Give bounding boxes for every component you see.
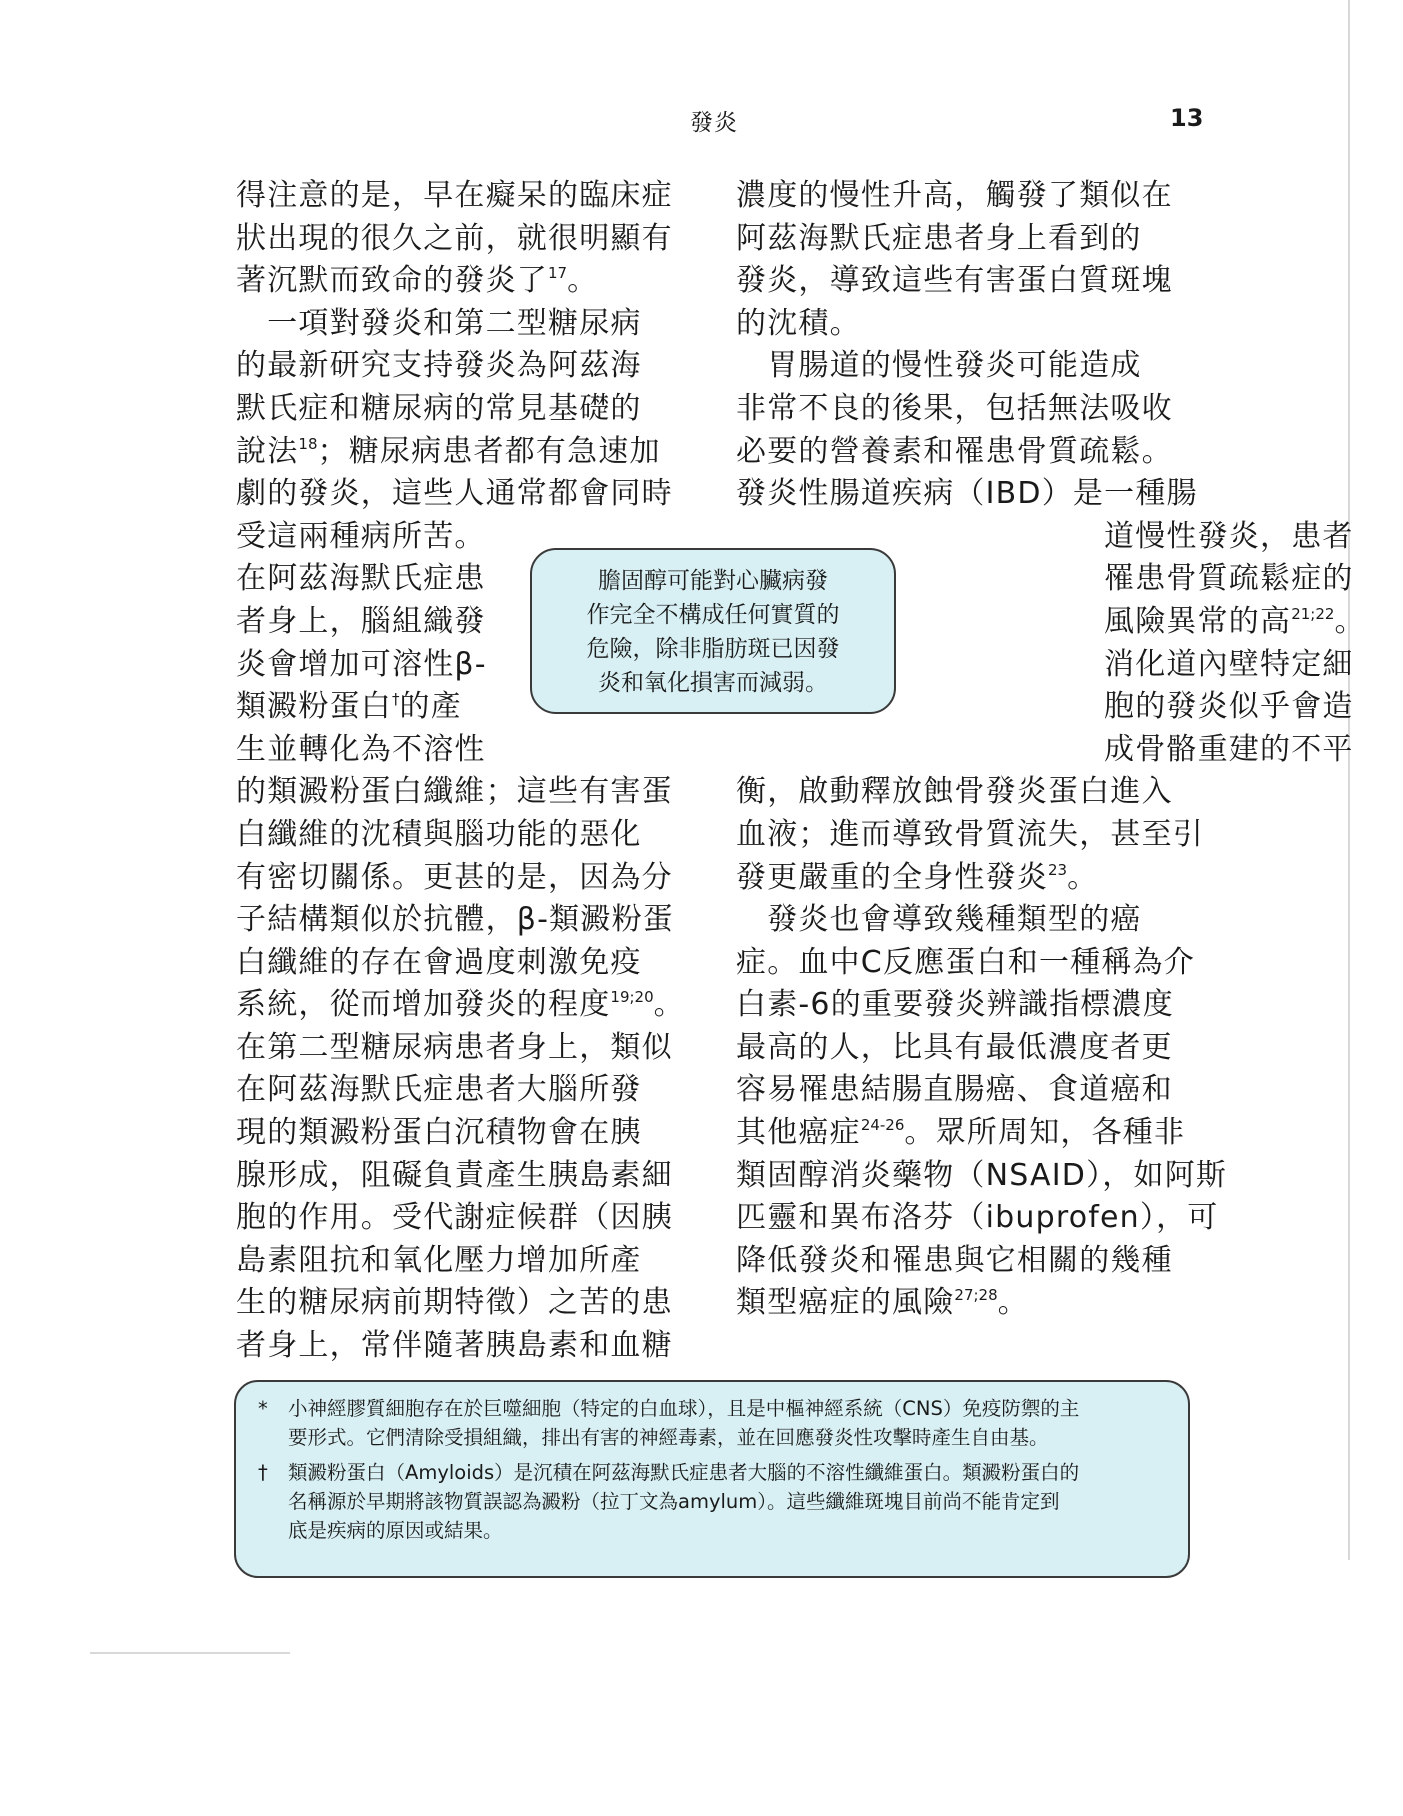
- text-line-body: 匹靈和異布洛芬（ibuprofen），可: [736, 1200, 1219, 1236]
- text-line: [736, 473, 1196, 516]
- text-line-body: 容易罹患結腸直腸癌、食道癌和: [736, 1072, 1173, 1108]
- text-line-continuation: ；糖尿病患者都有急速加: [317, 433, 661, 469]
- pull-quote-box: [530, 548, 896, 714]
- text-line-body: 道慢性發炎，患者: [1104, 518, 1354, 554]
- text-line-body: 必要的營養素和罹患骨質疏鬆。: [736, 433, 1173, 469]
- text-line: [736, 771, 1196, 814]
- text-line-body: 白纖維的存在會過度刺激免疫: [236, 944, 642, 980]
- text-line: [236, 1112, 696, 1155]
- text-line-body: 炎會增加可溶性β-: [236, 646, 487, 682]
- text-line: [736, 1197, 1219, 1240]
- text-line-body: 現的類澱粉蛋白沉積物會在胰: [236, 1115, 642, 1151]
- text-line-continuation: 。: [567, 263, 599, 299]
- reference-superscript: †: [392, 690, 400, 709]
- text-line-body: 血液；進而導致骨質流失，甚至引: [736, 816, 1204, 852]
- text-line-body: 胞的作用。受代謝症候群（因胰: [236, 1200, 673, 1236]
- reference-superscript: 27;28: [954, 1286, 998, 1305]
- reference-superscript: 24-26: [860, 1116, 905, 1135]
- text-line-body: 在第二型糖尿病患者身上，類似: [236, 1029, 673, 1065]
- text-line: [236, 984, 696, 1027]
- text-line: [736, 345, 1196, 388]
- page-edge-bottom: [90, 1652, 290, 1654]
- text-line-body: 發炎，導致這些有害蛋白質斑塊: [736, 263, 1173, 299]
- text-line-body: 島素阻抗和氧化壓力增加所產: [236, 1242, 642, 1278]
- footnote-mark: *: [258, 1397, 268, 1420]
- text-line: [736, 218, 1196, 261]
- footnote-text: [288, 1458, 1079, 1545]
- pull-quote-line: 作完全不構成任何實質的: [586, 602, 840, 628]
- text-line-body: 阿茲海默氏症患者身上看到的: [736, 220, 1142, 256]
- text-line-body: 濃度的慢性升高，觸發了類似在: [736, 178, 1173, 213]
- text-line-body: 一項對發炎和第二型糖尿病: [236, 305, 642, 341]
- pull-quote-line: 炎和氧化損害而減弱。: [598, 670, 828, 696]
- footnote-line: 小神經膠質細胞存在於巨噬細胞（特定的白血球），且是中樞神經系統（CNS）免疫防禦的主: [288, 1397, 1080, 1420]
- footnote: [258, 1458, 1168, 1545]
- text-line-body: 劇的發炎，這些人通常都會同時: [236, 476, 673, 512]
- text-line: [736, 175, 1196, 218]
- text-line-continuation: 的產: [399, 689, 462, 725]
- text-line: [236, 388, 696, 431]
- text-line-body: 白素-6的重要發炎辨識指標濃度: [736, 987, 1174, 1023]
- text-line-body: 受這兩種病所苦。: [236, 518, 486, 554]
- text-line: [736, 814, 1204, 857]
- pull-quote-line: 危險，除非脂肪斑已因發: [586, 636, 840, 662]
- text-line: [736, 1069, 1196, 1112]
- text-line: [736, 388, 1196, 431]
- running-head: 發炎: [690, 110, 738, 136]
- text-line: [236, 1155, 696, 1198]
- text-line: [736, 1240, 1196, 1283]
- text-line-body: 胞的發炎似乎會造: [1104, 689, 1354, 725]
- text-line: [736, 303, 1196, 346]
- text-line: [236, 218, 696, 261]
- footnote-text: [288, 1394, 1079, 1452]
- text-line: [236, 857, 696, 900]
- text-line-body: 在阿茲海默氏症患者大腦所發: [236, 1072, 642, 1108]
- text-line-body: 類型癌症的風險: [736, 1285, 955, 1321]
- text-line: [736, 984, 1196, 1027]
- text-line: [736, 431, 1196, 474]
- text-line: [236, 473, 696, 516]
- page-number: 13: [1170, 104, 1204, 132]
- text-line: [236, 260, 696, 303]
- text-line-body: 系統，從而增加發炎的程度: [236, 987, 611, 1023]
- text-line-body: 症。血中C反應蛋白和一種稱為介: [736, 944, 1195, 980]
- reference-superscript: 17: [548, 264, 568, 283]
- footnotes-box: [234, 1380, 1190, 1578]
- text-line: [236, 1069, 696, 1112]
- text-line-body: 說法: [236, 433, 299, 469]
- text-line-body: 類固醇消炎藥物（NSAID），如阿斯: [736, 1157, 1228, 1193]
- text-line: [236, 1027, 696, 1070]
- text-line: [236, 303, 696, 346]
- page-edge-right: [1348, 0, 1350, 1560]
- text-line-body: 非常不良的後果，包括無法吸收: [736, 390, 1173, 426]
- text-line-body: 最高的人，比具有最低濃度者更: [736, 1029, 1173, 1065]
- text-line-body: 類澱粉蛋白: [236, 689, 392, 725]
- text-line-body: 發更嚴重的全身性發炎: [736, 859, 1048, 895]
- text-line-body: 的沈積。: [736, 305, 861, 341]
- text-line-body: 衡，啟動釋放蝕骨發炎蛋白進入: [736, 774, 1173, 810]
- text-line-continuation: 。: [1067, 859, 1099, 895]
- text-line-body: 降低發炎和罹患與它相關的幾種: [736, 1242, 1173, 1278]
- text-line-body: 著沉默而致命的發炎了: [236, 263, 548, 299]
- text-line: [736, 942, 1196, 985]
- footnote-line: 名稱源於早期將該物質誤認為澱粉（拉丁文為amylum）。這些纖維斑塊目前尚不能肯定到: [288, 1490, 1060, 1513]
- text-line: [236, 431, 696, 474]
- pull-quote-line: 膽固醇可能對心臟病發: [598, 568, 828, 594]
- text-line: [736, 1155, 1228, 1198]
- reference-superscript: 21;22: [1291, 604, 1335, 623]
- text-line-body: 得注意的是，早在癡呆的臨床症: [236, 178, 673, 213]
- footnote-line: 類澱粉蛋白（Amyloids）是沉積在阿茲海默氏症患者大腦的不溶性纖維蛋白。類澱粉蛋白的: [288, 1461, 1080, 1484]
- text-line-continuation: 。: [653, 987, 685, 1023]
- text-line-continuation: 。: [997, 1285, 1029, 1321]
- text-line: [236, 175, 696, 218]
- text-line-body: 白纖維的沈積與腦功能的惡化: [236, 816, 642, 852]
- reference-superscript: 18: [298, 434, 318, 453]
- text-line: [236, 1325, 696, 1368]
- text-line-body: 有密切關係。更甚的是，因為分: [236, 859, 673, 895]
- text-line: [736, 857, 1196, 900]
- text-line-body: 消化道內壁特定細: [1104, 646, 1354, 682]
- text-line: [736, 899, 1196, 942]
- text-line: [736, 729, 1354, 772]
- text-line: [236, 729, 696, 772]
- text-line-body: 生並轉化為不溶性: [236, 731, 486, 767]
- footnote-line: 要形式。它們清除受損組織，排出有害的神經毒素，並在回應發炎性攻擊時產生自由基。: [288, 1426, 1049, 1449]
- text-line-body: 成骨骼重建的不平: [1104, 731, 1354, 767]
- footnote-mark: †: [258, 1461, 268, 1484]
- text-line: [236, 814, 696, 857]
- text-line-body: 罹患骨質疏鬆症的: [1104, 561, 1354, 597]
- text-line-body: 狀出現的很久之前，就很明顯有: [236, 220, 673, 256]
- text-line: [736, 1282, 1196, 1325]
- text-line: [236, 1282, 696, 1325]
- text-line-body: 風險異常的高: [1104, 603, 1292, 639]
- text-line: [236, 1197, 696, 1240]
- reference-superscript: 19;20: [610, 988, 654, 1007]
- right-text-column: [736, 175, 1366, 1325]
- text-line-continuation: 。: [1334, 603, 1366, 639]
- text-line-body: 胃腸道的慢性發炎可能造成: [736, 348, 1142, 384]
- footnote-line: 底是疾病的原因或結果。: [288, 1519, 503, 1542]
- reference-superscript: 23: [1048, 860, 1068, 879]
- text-line-body: 在阿茲海默氏症患: [236, 561, 486, 597]
- text-line: [236, 345, 696, 388]
- text-line: [736, 1027, 1196, 1070]
- text-line: [236, 1240, 696, 1283]
- text-line: [236, 942, 696, 985]
- left-text-column: [236, 175, 696, 1368]
- text-line-continuation: 。眾所周知，各種非: [904, 1115, 1186, 1151]
- text-line-body: 其他癌症: [736, 1115, 861, 1151]
- text-line-body: 生的糖尿病前期特徵）之苦的患: [236, 1285, 673, 1321]
- text-line-body: 者身上，腦組織發: [236, 603, 486, 639]
- text-line: [236, 771, 696, 814]
- text-line: [236, 899, 696, 942]
- text-line: [736, 1112, 1196, 1155]
- text-line-body: 發炎性腸道疾病（IBD）是一種腸: [736, 476, 1198, 512]
- text-line-body: 者身上，常伴隨著胰島素和血糖: [236, 1328, 673, 1364]
- text-line-body: 發炎也會導致幾種類型的癌: [736, 902, 1142, 938]
- text-line-body: 腺形成，阻礙負責產生胰島素細: [236, 1157, 673, 1193]
- text-line-body: 默氏症和糖尿病的常見基礎的: [236, 390, 642, 426]
- footnote: [258, 1394, 1168, 1452]
- text-line: [736, 260, 1196, 303]
- text-line-body: 子結構類似於抗體，β-類澱粉蛋: [236, 902, 674, 938]
- text-line-body: 的類澱粉蛋白纖維；這些有害蛋: [236, 774, 673, 810]
- text-line-body: 的最新研究支持發炎為阿茲海: [236, 348, 642, 384]
